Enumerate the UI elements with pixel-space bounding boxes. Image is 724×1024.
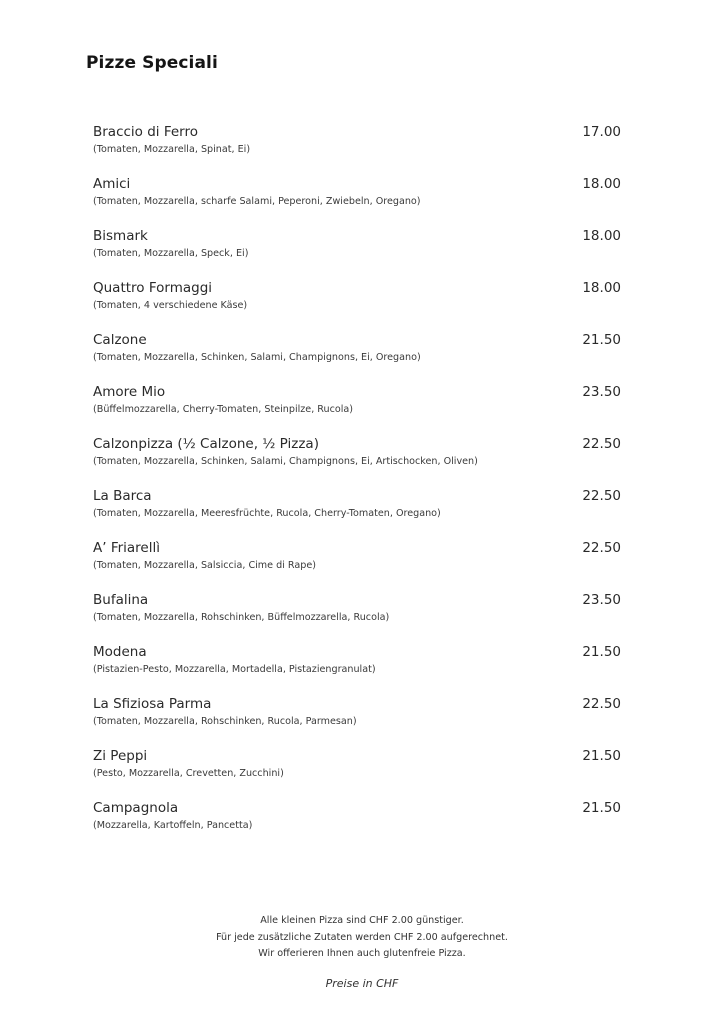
item-name: Braccio di Ferro <box>93 124 199 140</box>
item-price: 22.50 <box>582 540 621 556</box>
item-name: Zi Peppi <box>93 748 148 764</box>
menu-item <box>93 331 633 383</box>
item-description: (Pistazien-Pesto, Mozzarella, Mortadella, Pistaziengranulat) <box>93 664 376 675</box>
menu-list <box>93 123 633 851</box>
currency-note: Preise in CHF <box>325 977 399 990</box>
item-name: Amici <box>93 176 131 192</box>
item-description: (Tomaten, Mozzarella, Rohschinken, Büffelmozzarella, Rucola) <box>93 612 390 623</box>
item-name: Amore Mio <box>93 384 166 400</box>
menu-item <box>93 747 633 799</box>
menu-item <box>93 799 633 851</box>
menu-item <box>93 539 633 591</box>
item-price: 17.00 <box>582 124 621 140</box>
item-name: Calzonpizza (½ Calzone, ½ Pizza) <box>93 436 319 452</box>
menu-item <box>93 383 633 435</box>
menu-item <box>93 123 633 175</box>
item-price: 21.50 <box>582 644 621 660</box>
item-description: (Tomaten, Mozzarella, Schinken, Salami, Champignons, Ei, Oregano) <box>93 352 421 363</box>
item-price: 22.50 <box>582 488 621 504</box>
item-price: 18.00 <box>582 280 621 296</box>
item-description: (Tomaten, Mozzarella, Meeresfrüchte, Rucola, Cherry-Tomaten, Oregano) <box>93 508 441 519</box>
item-description: (Mozzarella, Kartoffeln, Pancetta) <box>93 820 253 831</box>
item-description: (Tomaten, Mozzarella, Speck, Ei) <box>93 248 249 259</box>
item-description: (Tomaten, Mozzarella, Rohschinken, Rucola, Parmesan) <box>93 716 357 727</box>
item-name: Quattro Formaggi <box>93 280 213 296</box>
footer-note-extra-toppings: Für jede zusätzliche Zutaten werden CHF 2.00 aufgerechnet. <box>216 931 508 943</box>
menu-item <box>93 487 633 539</box>
item-price: 22.50 <box>582 436 621 452</box>
menu-item <box>93 695 633 747</box>
menu-item <box>93 279 633 331</box>
footer-notes <box>0 913 724 963</box>
page-title: Pizze Speciali <box>86 53 218 73</box>
item-price: 23.50 <box>582 384 621 400</box>
item-name: Campagnola <box>93 800 179 816</box>
item-description: (Büffelmozzarella, Cherry-Tomaten, Steinpilze, Rucola) <box>93 404 354 415</box>
item-name: Calzone <box>93 332 147 348</box>
footer-note-gluten-free: Wir offerieren Ihnen auch glutenfreie Pizza. <box>258 948 466 959</box>
footer-note-small-pizza: Alle kleinen Pizza sind CHF 2.00 günstiger. <box>260 915 464 926</box>
menu-item <box>93 591 633 643</box>
item-price: 22.50 <box>582 696 621 712</box>
menu-item <box>93 435 633 487</box>
menu-item <box>93 227 633 279</box>
item-price: 21.50 <box>582 748 621 764</box>
item-description: (Tomaten, Mozzarella, scharfe Salami, Peperoni, Zwiebeln, Oregano) <box>93 196 421 207</box>
item-name: Bufalina <box>93 592 149 608</box>
item-description: (Pesto, Mozzarella, Crevetten, Zucchini) <box>93 768 284 779</box>
item-description: (Tomaten, 4 verschiedene Käse) <box>93 300 248 311</box>
item-name: Modena <box>93 644 147 660</box>
item-description: (Tomaten, Mozzarella, Spinat, Ei) <box>93 144 251 155</box>
item-price: 21.50 <box>582 332 621 348</box>
item-price: 21.50 <box>582 800 621 816</box>
menu-item <box>93 175 633 227</box>
item-name: La Sfiziosa Parma <box>93 696 212 712</box>
item-price: 18.00 <box>582 228 621 244</box>
item-name: A’ Friarellì <box>93 540 160 556</box>
item-description: (Tomaten, Mozzarella, Schinken, Salami, Champignons, Ei, Artischocken, Oliven) <box>93 456 478 467</box>
item-price: 18.00 <box>582 176 621 192</box>
item-name: La Barca <box>93 488 152 504</box>
menu-item <box>93 643 633 695</box>
item-price: 23.50 <box>582 592 621 608</box>
item-name: Bismark <box>93 228 148 244</box>
item-description: (Tomaten, Mozzarella, Salsiccia, Cime di Rape) <box>93 560 316 571</box>
